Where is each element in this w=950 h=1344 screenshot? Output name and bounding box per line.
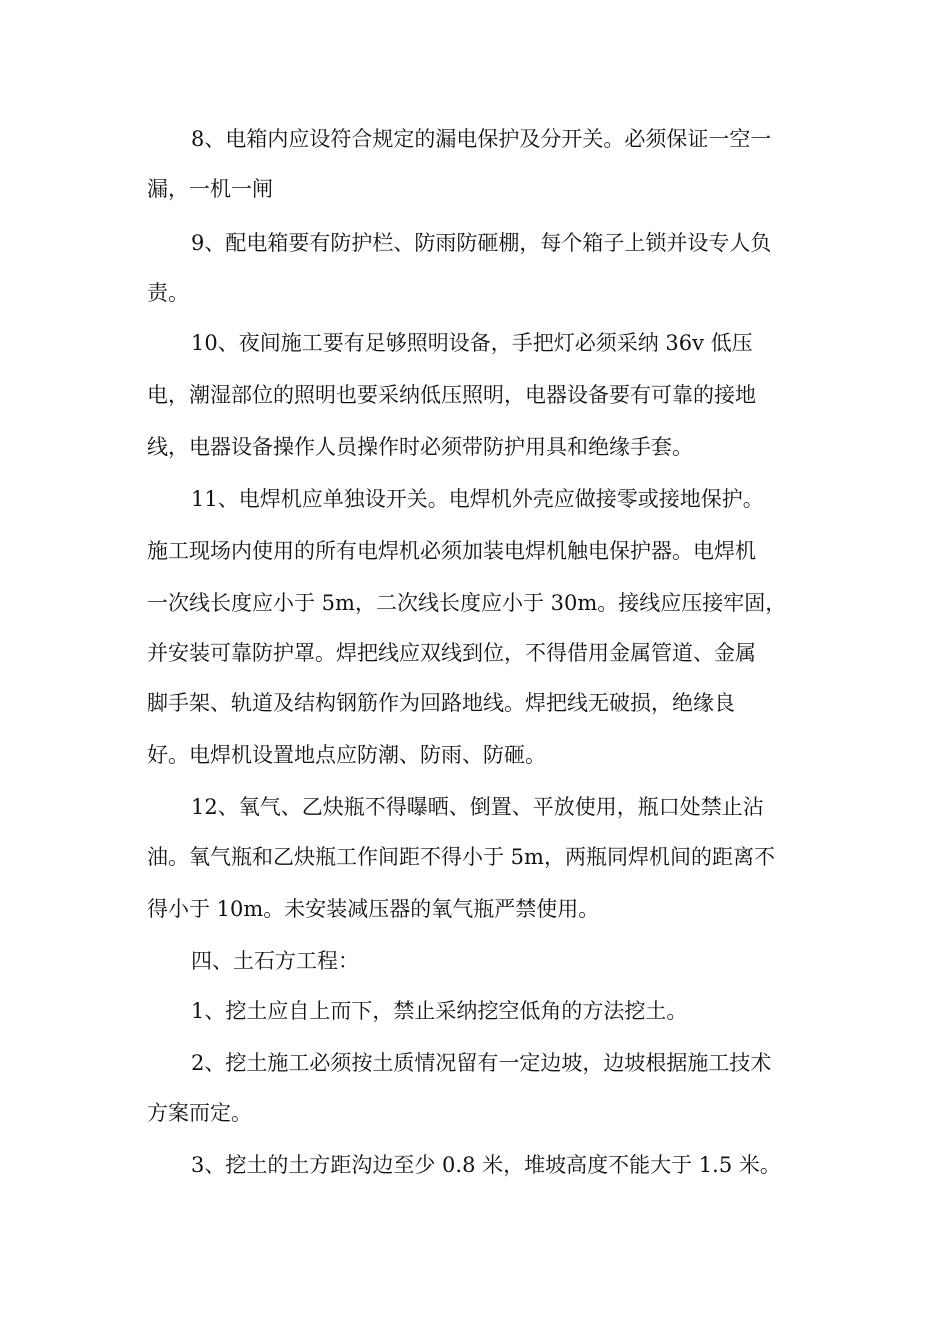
paragraph-10-line-1: 10、夜间施工要有足够照明设备，手把灯必须采纳 36v 低压 (191, 331, 753, 355)
paragraph-12-line-3: 得小于 10m。未安装减压器的氧气瓶严禁使用。 (147, 897, 600, 921)
paragraph-11-line-2: 施工现场内使用的所有电焊机必须加装电焊机触电保护器。电焊机 (147, 539, 756, 563)
paragraph-11-line-1: 11、电焊机应单独设开关。电焊机外壳应做接零或接地保护。 (191, 487, 764, 511)
item-2-line-2: 方案而定。 (147, 1101, 252, 1125)
paragraph-11-line-5: 脚手架、轨道及结构钢筋作为回路地线。焊把线无破损，绝缘良 (147, 691, 735, 715)
item-2-line-1: 2、挖土施工必须按土质情况留有一定边坡，边坡根据施工技术 (191, 1051, 772, 1075)
paragraph-9-line-1: 9、配电箱要有防护栏、防雨防砸棚，每个箱子上锁并设专人负 (191, 231, 772, 255)
paragraph-11-line-6: 好。电焊机设置地点应防潮、防雨、防砸。 (147, 743, 546, 767)
item-1-line-1: 1、挖土应自上而下，禁止采纳挖空低角的方法挖土。 (191, 999, 688, 1023)
item-3-line-1: 3、挖土的土方距沟边至少 0.8 米，堆坡高度不能大于 1.5 米。 (191, 1153, 781, 1177)
paragraph-8-line-2: 漏，一机一闸 (147, 177, 273, 201)
paragraph-12-line-1: 12、氧气、乙炔瓶不得曝晒、倒置、平放使用，瓶口处禁止沾 (191, 795, 764, 819)
paragraph-11-line-3: 一次线长度应小于 5m，二次线长度应小于 30m。接线应压接牢固， (147, 591, 787, 615)
paragraph-12-line-2: 油。氧气瓶和乙炔瓶工作间距不得小于 5m，两瓶同焊机间的距离不 (147, 845, 775, 869)
paragraph-10-line-2: 电，潮湿部位的照明也要采纳低压照明，电器设备要有可靠的接地 (147, 383, 756, 407)
paragraph-8-line-1: 8、电箱内应设符合规定的漏电保护及分开关。必须保证一空一 (191, 127, 772, 151)
paragraph-10-line-3: 线，电器设备操作人员操作时必须带防护用具和绝缘手套。 (147, 435, 693, 459)
paragraph-9-line-2: 责。 (147, 281, 189, 305)
paragraph-11-line-4: 并安装可靠防护罩。焊把线应双线到位，不得借用金属管道、金属 (147, 641, 756, 665)
section-heading-earthwork: 四、土石方工程： (191, 949, 359, 973)
